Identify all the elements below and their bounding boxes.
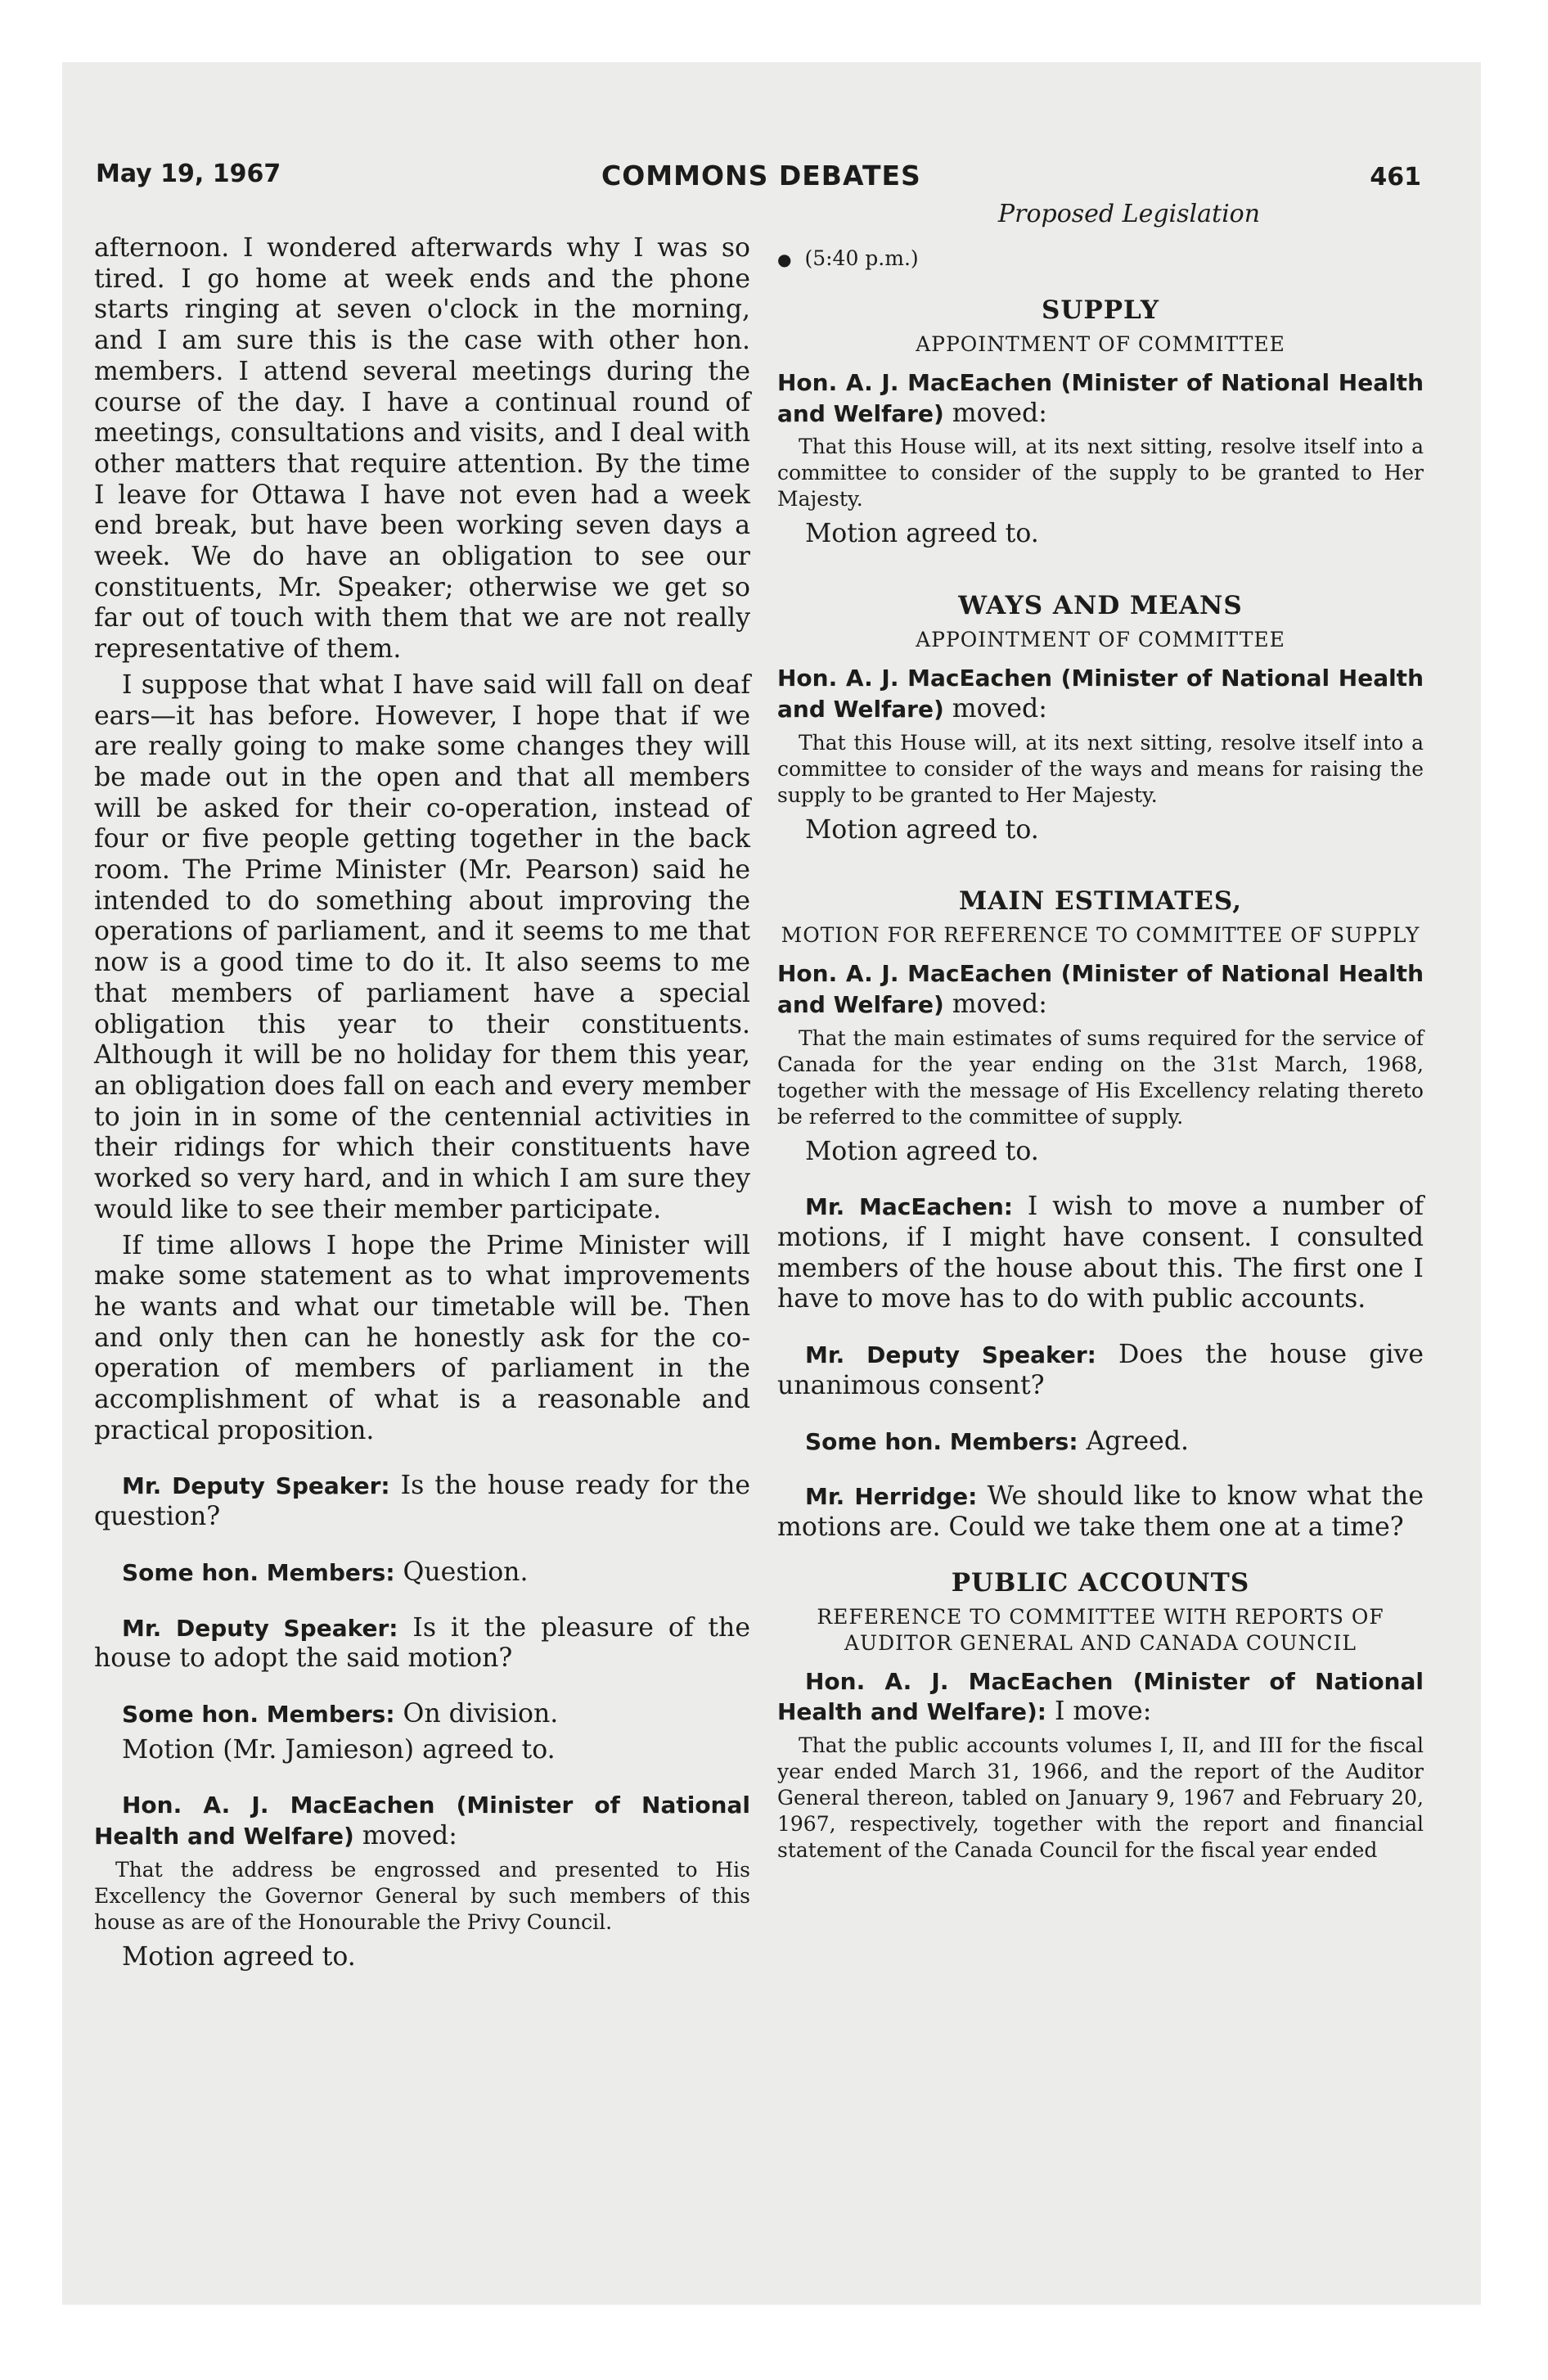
- speaker-name: Hon. A. J. MacEachen (Minister of National Health and Welfare): [777, 960, 1424, 1018]
- speech-text: I wish to move a number of motions, if I might have consent. I consulted members of the house about this. The first one I have to move has to do with public accounts.: [777, 1192, 1424, 1314]
- speaker-name: Hon. A. J. MacEachen (Minister of National Health and Welfare): [94, 1792, 750, 1850]
- speech-text: Is the house ready for the question?: [94, 1471, 751, 1532]
- speech: [94, 1790, 750, 1851]
- speech: [777, 958, 1424, 1020]
- speech-text: On division.: [394, 1698, 559, 1729]
- speaker-name: Mr. MacEachen:: [805, 1193, 1014, 1221]
- speech-text: Question.: [394, 1557, 529, 1587]
- speech-text: moved:: [943, 693, 1047, 723]
- section-title: MAIN ESTIMATES,: [958, 886, 1243, 917]
- speech-text: Agreed.: [1078, 1426, 1189, 1456]
- section-title: WAYS AND MEANS: [958, 591, 1243, 621]
- page-header: [96, 160, 1421, 201]
- motion-quote: That this House will, at its next sitting, resolve itself into a committee to consider of the supply to be granted to Her Majesty.: [777, 435, 1424, 512]
- motion-quote: That the public accounts volumes I, II, and III for the fiscal year ended March 31, 1966, and the report of the Auditor General thereon, tabled on January 9, 1967 and February 20, 1967, respectively, together with the report and financial statement of the Canada Council for the fiscal year ended: [777, 1733, 1424, 1863]
- speech: [777, 1481, 1424, 1543]
- motion-quote: That the address be engrossed and presented to His Excellency the Governor General by such members of this house as are of the Honourable the Privy Council.: [94, 1857, 750, 1934]
- speaker-name: Mr. Deputy Speaker:: [805, 1341, 1096, 1369]
- header-title: COMMONS DEBATES: [601, 160, 921, 192]
- speech: [94, 1557, 750, 1589]
- speech: [94, 1613, 750, 1675]
- speaker-name: Mr. Deputy Speaker:: [122, 1472, 390, 1500]
- time-text: (5:40 p.m.): [804, 246, 919, 270]
- speech-text: moved:: [943, 398, 1047, 428]
- section-subtitle: MOTION FOR REFERENCE TO COMMITTEE OF SUPPLY: [781, 923, 1420, 948]
- bullet-icon: ●: [777, 250, 792, 269]
- speech-text: Is it the pleasure of the house to adopt the said motion?: [94, 1612, 750, 1674]
- header-date: May 19, 1967: [96, 160, 281, 188]
- speech-text: I move:: [1046, 1697, 1152, 1727]
- motion-quote: That the main estimates of sums required for the service of Canada for the year ending on the 31st March, 1968, together with the message of His Excellency relating thereto be referred to the committee of supply.: [777, 1025, 1424, 1129]
- motion-result: Motion agreed to.: [805, 1136, 1039, 1166]
- speech: [777, 1666, 1424, 1728]
- motion-result: Motion agreed to.: [805, 519, 1039, 549]
- left-column: [94, 233, 750, 1977]
- section-title: SUPPLY: [1042, 295, 1159, 325]
- section-subtitle: REFERENCE TO COMMITTEE WITH REPORTS OF AUDITOR GENERAL AND CANADA COUNCIL: [817, 1604, 1384, 1655]
- paragraph: If time allows I hope the Prime Minister will make some statement as to what improvements he wants and what our timetable will be. Then and only then can he honestly ask for the co-operation of members of parliament in the accomplishment of what is a reasonable and practical proposition.: [94, 1230, 750, 1445]
- section-title: PUBLIC ACCOUNTS: [951, 1567, 1250, 1598]
- speaker-name: Hon. A. J. MacEachen (Minister of National Health and Welfare): [777, 665, 1424, 723]
- speaker-name: Mr. Deputy Speaker:: [122, 1614, 398, 1642]
- right-column: [777, 246, 1424, 1870]
- speech-text: We should like to know what the motions are. Could we take them one at a time?: [777, 1481, 1424, 1542]
- motion-result: Motion agreed to.: [122, 1941, 356, 1972]
- speech-text: moved:: [353, 1821, 457, 1851]
- motion-result: Motion agreed to.: [805, 814, 1039, 845]
- page-number: 461: [1370, 163, 1421, 192]
- speech: [777, 1192, 1424, 1315]
- paragraph: I suppose that what I have said will fall on deaf ears—it has before. However, I hope that if we are really going to make some changes they will be made out in the open and that all members will be asked for their co-operation, instead of four or five people getting together in the back room. The Prime Minister (Mr. Pearson) said he intended to do something about improving the operations of parliament, and it seems to me that now is a good time to do it. It also seems to me that members of parliament have a special obligation this year to their constituents. Although it will be no holiday for them this year, an obligation does fall on each and every member to join in in some of the centennial activities in their ridings for which their constituents have worked so very hard, and in which I am sure they would like to see their member participate.: [94, 669, 750, 1224]
- speech: [777, 663, 1424, 724]
- speaker-name: Some hon. Members:: [122, 1558, 395, 1586]
- speech-text: Does the house give unanimous consent?: [777, 1340, 1424, 1400]
- speech: [94, 1471, 750, 1532]
- speech: [777, 1427, 1424, 1458]
- speaker-name: Hon. A. J. MacEachen (Minister of National Health and Welfare):: [777, 1667, 1424, 1726]
- motion-result: Motion (Mr. Jamieson) agreed to.: [122, 1734, 556, 1765]
- speaker-name: Mr. Herridge:: [805, 1483, 978, 1511]
- speech: [94, 1699, 750, 1730]
- running-head: Proposed Legislation: [997, 200, 1261, 228]
- speaker-name: Hon. A. J. MacEachen (Minister of National Health and Welfare): [777, 369, 1424, 427]
- section-subtitle: APPOINTMENT OF COMMITTEE: [916, 628, 1285, 652]
- speech-text: moved:: [943, 989, 1047, 1019]
- time-marker: [777, 246, 1424, 273]
- speech: [777, 367, 1424, 429]
- speaker-name: Some hon. Members:: [122, 1700, 395, 1728]
- speaker-name: Some hon. Members:: [805, 1427, 1078, 1455]
- speech: [777, 1340, 1424, 1401]
- paragraph: afternoon. I wondered afterwards why I was so tired. I go home at week ends and the phone starts ringing at seven o'clock in the morning, and I am sure this is the case with other hon. members. I attend several meetings during the course of the day. I have a continual round of meetings, consultations and visits, and I deal with other matters that require attention. By the time I leave for Ottawa I have not even had a week end break, but have been working seven days a week. We do have an obligation to see our constituents, Mr. Speaker; otherwise we get so far out of touch with them that we are not really representative of them.: [94, 233, 750, 665]
- section-subtitle: APPOINTMENT OF COMMITTEE: [916, 332, 1285, 356]
- motion-quote: That this House will, at its next sitting, resolve itself into a committee to consider of the ways and means for raising the supply to be granted to Her Majesty.: [777, 730, 1424, 807]
